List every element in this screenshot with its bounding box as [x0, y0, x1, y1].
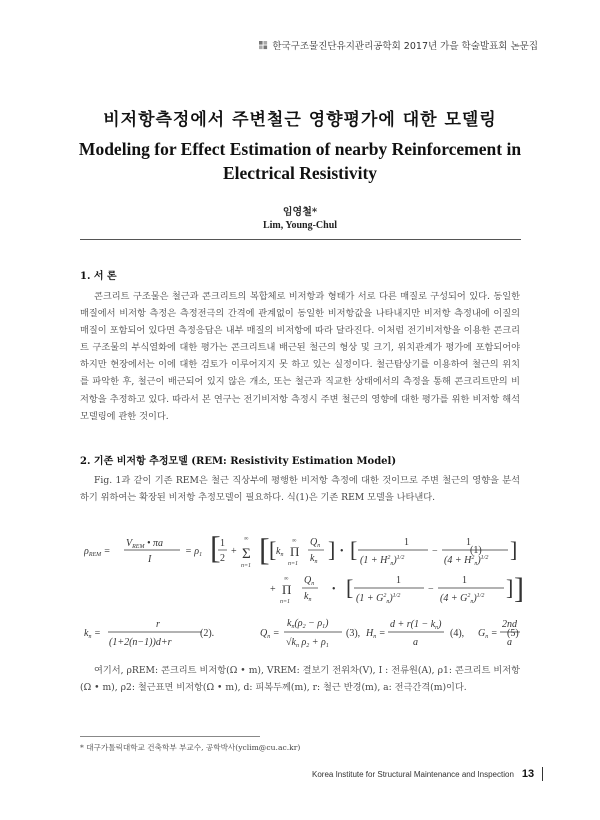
- svg-text:(4 + H2n)1/2: $(4 + H^2_n)^{1/2}$: [444, 555, 489, 567]
- svg-text:[: [: [210, 530, 221, 565]
- svg-text:]: ]: [510, 537, 518, 562]
- svg-text:1: 1: [462, 575, 467, 586]
- svg-text:Π: Π: [282, 582, 292, 597]
- section-1-body: [80, 288, 520, 425]
- svg-text:−: −: [432, 546, 438, 557]
- svg-text:√kn ρ2 + ρ1: $√k_n$ $\rho_2 + \rho_1$: [286, 637, 329, 649]
- section-2-paragraph: Fig. 1과 같이 기존 REM은 철근 직상부에 평행한 비저항 측정에 대한 것이므로 주변 철근의 영향을 분석하기 위하여는 확장된 비저항 추정모델이 필요하다. 식(1)은 기존 REM 모델을 나타낸다.: [80, 475, 520, 504]
- page-number: 13: [521, 768, 535, 780]
- section-2-heading: 2. 기존 비저항 추정모델 (REM: Resistivity Estimation Model): [80, 456, 397, 467]
- svg-text:[: [: [259, 531, 270, 567]
- title-english: Modeling for Effect Estimation of nearby Reinforcement in Electrical Resistivity: [78, 139, 522, 183]
- svg-text:kn: $k_n$: [304, 591, 312, 603]
- svg-text:Gn =: $G_n$ =: [478, 628, 498, 640]
- svg-text:d + r(1 − kn): $d + r(1 - k_n)$: [390, 619, 442, 631]
- footnote-divider: [80, 736, 260, 737]
- running-header: [259, 38, 538, 52]
- svg-text:2nd: 2nd: [502, 619, 517, 630]
- svg-text:1: 1: [404, 537, 409, 548]
- author-english: Lim, Young-Chul: [262, 220, 338, 231]
- svg-text:Qn: $Q_n$: [304, 575, 315, 587]
- svg-text:+: +: [270, 584, 276, 595]
- svg-text:+: +: [231, 546, 237, 557]
- svg-text:kn: $k_n$: [276, 546, 284, 558]
- section-1-paragraph: 콘크리트 구조물은 철근과 콘크리트의 복합체로 비저항과 형태가 서로 다른 매질로 구성되어 있다. 동일한 매질에서 비저항 측정은 측정전극의 간격에 관계없이 동일한 비저항값을 나타내지만 비저항 측정내에 이질의 매질이 포함되어 있다면 측정응답은 내부 매질의 비저항에 따라 달라진다. 이처럼 전기비저항을 이용한 콘크리트 구조물의 부식열화에 대한 평가는 콘크리트내 배근된 철근의 형상 및 크기, 위치관계가 평가에 포함되어야 하지만 현장에서는 이에 대한 검토가 이루어지지 못 하고 있는 실정이다. 철근탐상기를 이용하여 철근의 위치를 파악한 후, 철근이 배근되어 있지 않은 개소, 또는 철근과 직교한 상태에서의 측정을 통해 콘크리트만의 비저항을 추정하고 있다. 따라서 본 연구는 전기비저항 측정시 주변 철근의 영향에 대한 평가를 위한 비저항 해석 모델링에 관한 것이다.: [80, 291, 520, 422]
- title-korean: 비저항측정에서 주변철근 영향평가에 대한 모델링: [103, 110, 497, 130]
- svg-text:n=1: n=1: [288, 561, 299, 567]
- svg-text:kn: $k_n$: [310, 553, 318, 565]
- svg-text:Qn: $Q_n$: [310, 537, 321, 549]
- footer-publisher: Korea Institute for Structural Maintenance and Inspection: [312, 769, 514, 779]
- svg-text:]: ]: [328, 537, 336, 562]
- equation-5-number: (5): [507, 628, 519, 639]
- svg-text:n=1: n=1: [280, 599, 291, 605]
- svg-text:(1 + G2n)1/2: $(1 + G^2_n)^{1/2}$: [356, 593, 401, 605]
- svg-text:1: 1: [396, 575, 401, 586]
- svg-text:−: −: [428, 584, 434, 595]
- svg-text:∞: ∞: [284, 576, 289, 582]
- svg-text:∞: ∞: [244, 536, 249, 542]
- svg-text:Π: Π: [290, 544, 300, 559]
- footnote: * 대구가톨릭대학교 건축학부 부교수, 공학박사(yclim@cu.ac.kr): [80, 743, 301, 752]
- title-divider: [80, 239, 521, 240]
- variable-definitions: [80, 662, 520, 696]
- header-logo-icon: [259, 41, 268, 50]
- svg-text:a: a: [507, 637, 512, 648]
- svg-text:kn(ρ2 − ρ1): $k_n(\rho_2 - \rho_1)$: [287, 618, 329, 630]
- svg-text:kn =: $k_n$ =: [84, 628, 101, 640]
- svg-text:= ρ1: = $\rho_1$: [185, 546, 203, 558]
- svg-text:]: ]: [514, 572, 524, 605]
- svg-text:Σ: Σ: [242, 546, 251, 562]
- svg-text:Hn =: $H_n$ =: [366, 628, 386, 640]
- svg-text:1: 1: [466, 537, 471, 548]
- svg-text:I: I: [148, 554, 152, 565]
- equation-1: [84, 530, 524, 610]
- equation-3-number: (3),: [346, 628, 361, 639]
- svg-text:]: ]: [506, 575, 514, 600]
- equation-1-number: (1): [470, 545, 482, 556]
- section-1-heading: 1. 서 론: [80, 271, 117, 282]
- svg-text:[: [: [269, 537, 277, 562]
- footer-bar: [542, 767, 543, 781]
- svg-text:VREM • πa: $V_{REM}$ • πa: [126, 538, 163, 550]
- author-korean: 임영철*: [282, 207, 318, 218]
- section-2-body: [80, 472, 520, 506]
- variable-definitions-text: 여기서, ρREM: 콘크리트 비저항(Ω • m), VREM: 결보기 전위차(V), I : 전류원(A), ρ1: 콘크리트 비저항(Ω • m), ρ2: 철근표면 비저항(Ω • m), d: 피복두께(m), r: 철근 반경(m), a: 전극간격(m)이다.: [80, 665, 520, 694]
- svg-text:(4 + G2n)1/2: $(4 + G^2_n)^{1/2}$: [440, 593, 485, 605]
- svg-text:ρREM =: $\rho_{REM}$ =: [84, 546, 111, 558]
- svg-text:n=1: n=1: [241, 563, 252, 569]
- svg-text:(1 + H2n)1/2: $(1 + H^2_n)^{1/2}$: [360, 555, 405, 567]
- svg-text:∞: ∞: [292, 538, 297, 544]
- svg-text:•: •: [332, 584, 336, 595]
- svg-text:Qn =: $Q_n$ =: [260, 628, 280, 640]
- svg-text:r: r: [156, 619, 160, 630]
- svg-text:•: •: [340, 546, 344, 557]
- svg-text:(1+2(n−1))d+r: (1+2(n−1))d+r: [109, 637, 172, 648]
- page-footer: [312, 767, 543, 781]
- svg-text:[: [: [346, 575, 354, 600]
- svg-text:1: 1: [220, 538, 225, 549]
- svg-text:[: [: [350, 537, 358, 562]
- equation-2-number: (2).: [200, 628, 215, 639]
- svg-text:2: 2: [220, 553, 225, 564]
- equation-4-number: (4),: [450, 628, 465, 639]
- svg-text:a: a: [413, 637, 418, 648]
- header-text: 한국구조물진단유지관리공학회 2017년 가을 학술발표회 논문집: [272, 41, 538, 52]
